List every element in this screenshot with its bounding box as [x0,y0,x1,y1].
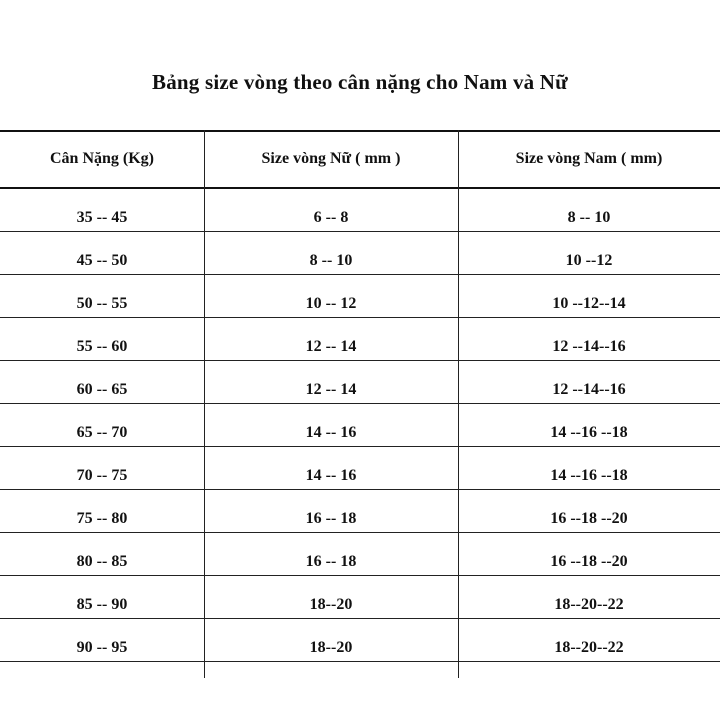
row-divider [0,575,720,576]
table-cell-weight: 60 -- 65 [76,381,128,398]
table-cell-weight: 35 -- 45 [76,209,128,226]
row-divider [0,274,720,275]
table-cell-weight: 65 -- 70 [76,424,128,441]
header-bottom-border [0,187,720,189]
table-cell-female: 14 -- 16 [305,467,357,484]
table-cell-weight: 55 -- 60 [76,338,128,355]
table-cell-male: 8 -- 10 [567,209,611,226]
table-cell-weight: 50 -- 55 [76,295,128,312]
header-female-size: Size vòng Nữ ( mm ) [261,150,401,167]
row-divider [0,618,720,619]
table-cell-female: 18--20 [309,639,353,656]
table-cell-female: 16 -- 18 [305,510,357,527]
table-cell-female: 16 -- 18 [305,553,357,570]
table-cell-male: 18--20--22 [554,639,624,656]
table-cell-male: 14 --16 --18 [550,467,628,484]
row-divider [0,489,720,490]
table-cell-female: 12 -- 14 [305,381,357,398]
row-divider [0,661,720,662]
table-cell-weight: 75 -- 80 [76,510,128,527]
table-cell-female: 10 -- 12 [305,295,357,312]
table-cell-female: 18--20 [309,596,353,613]
row-divider [0,317,720,318]
row-divider [0,360,720,361]
table-cell-weight: 80 -- 85 [76,553,128,570]
row-divider [0,403,720,404]
row-divider [0,532,720,533]
table-cell-weight: 90 -- 95 [76,639,128,656]
table-cell-male: 12 --14--16 [552,381,626,398]
header-weight: Cân Nặng (Kg) [49,150,154,167]
row-divider [0,446,720,447]
table-cell-weight: 70 -- 75 [76,467,128,484]
table-cell-male: 10 --12--14 [552,295,626,312]
table-cell-male: 16 --18 --20 [550,553,628,570]
table-cell-male: 18--20--22 [554,596,624,613]
table-cell-weight: 45 -- 50 [76,252,128,269]
table-cell-male: 14 --16 --18 [550,424,628,441]
table-cell-male: 10 --12 [565,252,613,269]
table-cell-female: 12 -- 14 [305,338,357,355]
page-title: Bảng size vòng theo cân nặng cho Nam và Nữ [152,70,568,94]
table-cell-female: 14 -- 16 [305,424,357,441]
table-cell-male: 12 --14--16 [552,338,626,355]
header-male-size: Size vòng Nam ( mm) [515,150,663,167]
table-cell-female: 6 -- 8 [313,209,349,226]
table-cell-weight: 85 -- 90 [76,596,128,613]
table-cell-male: 16 --18 --20 [550,510,628,527]
table-top-border [0,130,720,132]
row-divider [0,231,720,232]
table-cell-female: 8 -- 10 [309,252,353,269]
